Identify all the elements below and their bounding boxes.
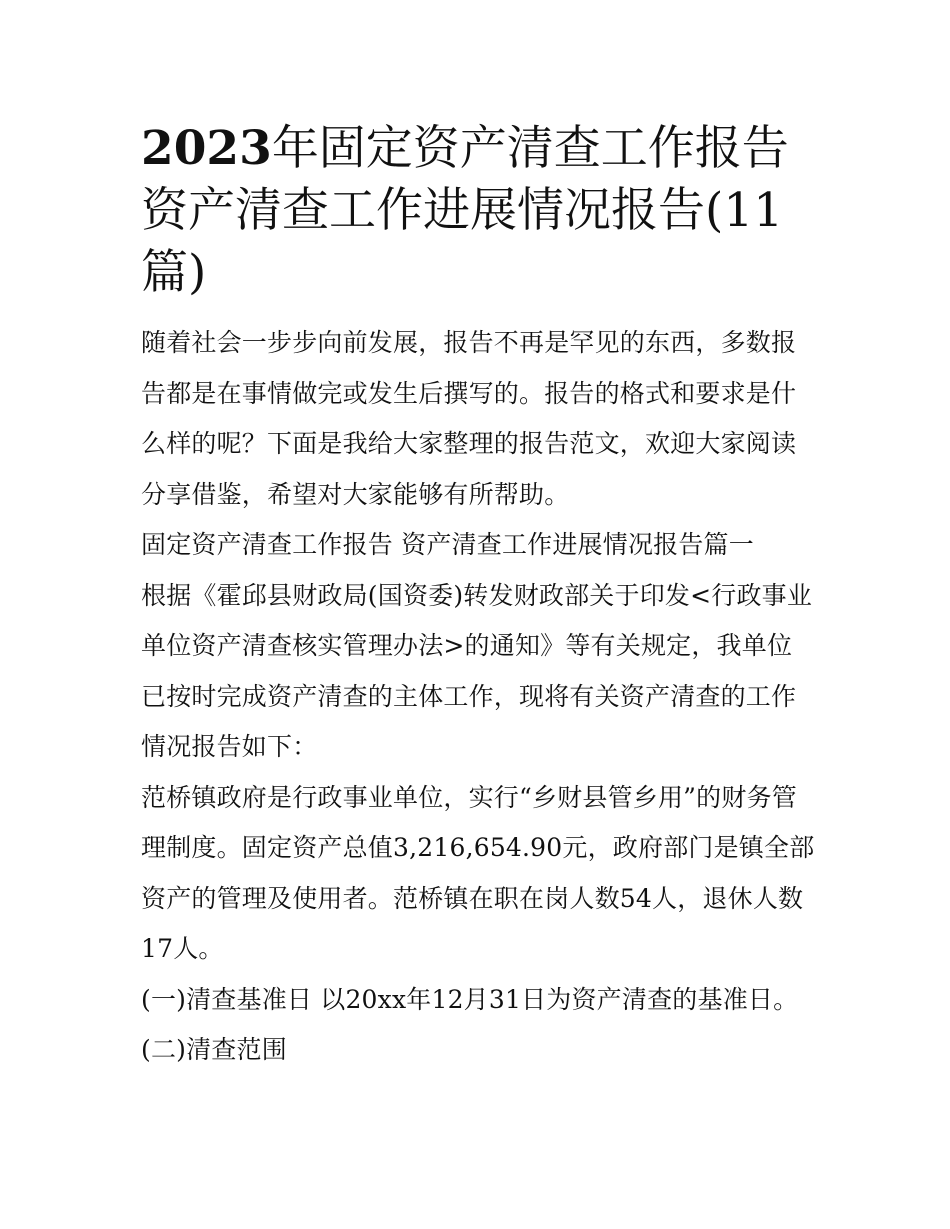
title-line-3: 篇)	[141, 245, 207, 300]
basis-paragraph: 根据《霍邱县财政局(国资委)转发财政部关于印发<行政事业单位资产清查核实管理办法>的通知》等有关规定，我单位已按时完成资产清查的主体工作，现将有关资产清查的工作情况报告如下：	[141, 580, 813, 761]
list-item-baseline-date: (一)清查基准日 以20xx年12月31日为资产清查的基准日。	[141, 984, 799, 1014]
document-body	[141, 118, 817, 1076]
overview-paragraph: 范桥镇政府是行政事业单位，实行“乡财县管乡用”的财务管理制度。固定资产总值3,216,654.90元，政府部门是镇全部资产的管理及使用者。范桥镇在职在岗人数54人，退休人数17人。	[141, 782, 815, 963]
title-year: 2023	[141, 121, 272, 176]
list-item-scope: (二)清查范围	[141, 1035, 287, 1064]
document-title	[141, 118, 817, 304]
title-line-2: 资产清查工作进展情况报告(11	[141, 183, 784, 238]
intro-paragraph: 随着社会一步步向前发展，报告不再是罕见的东西，多数报告都是在事情做完或发生后撰写的。报告的格式和要求是什么样的呢？下面是我给大家整理的报告范文，欢迎大家阅读分享借鉴，希望对大家能够有所帮助。	[141, 328, 797, 509]
section-heading: 固定资产清查工作报告 资产清查工作进展情况报告篇一	[141, 530, 754, 559]
title-line-1	[141, 118, 817, 180]
title-line-1-text: 年固定资产清查工作报告	[271, 121, 789, 176]
